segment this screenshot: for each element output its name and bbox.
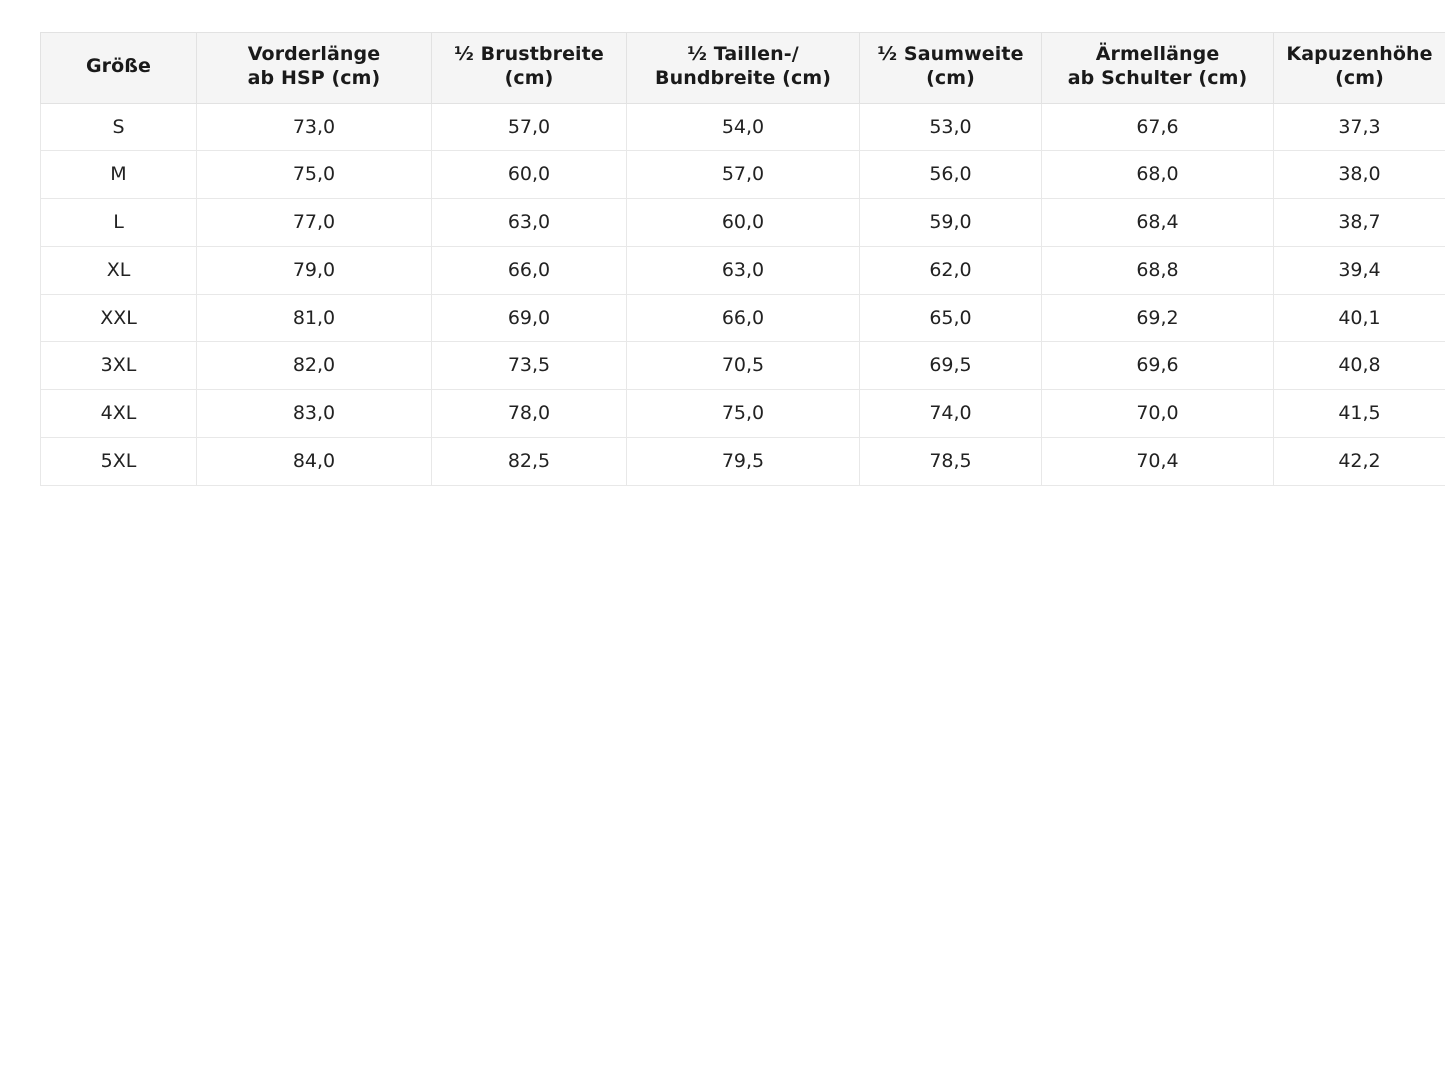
cell-kapuzenhoehe: 38,0 xyxy=(1274,151,1445,199)
cell-aermellaenge: 68,0 xyxy=(1042,151,1274,199)
cell-size: S xyxy=(41,103,197,151)
cell-brustbreite: 78,0 xyxy=(432,390,627,438)
cell-size: L xyxy=(41,199,197,247)
cell-saumweite: 53,0 xyxy=(860,103,1042,151)
table-body xyxy=(41,103,1445,485)
cell-bundbreite: 54,0 xyxy=(627,103,860,151)
cell-aermellaenge: 70,4 xyxy=(1042,438,1274,486)
column-header-line: ½ Saumweite xyxy=(877,43,1024,65)
cell-vorderlaenge: 75,0 xyxy=(197,151,432,199)
size-chart-table xyxy=(40,32,1445,486)
cell-size: 4XL xyxy=(41,390,197,438)
cell-brustbreite: 63,0 xyxy=(432,199,627,247)
table-row xyxy=(41,246,1445,294)
size-chart-container xyxy=(40,32,1445,486)
table-row xyxy=(41,342,1445,390)
cell-brustbreite: 73,5 xyxy=(432,342,627,390)
table-header-row xyxy=(41,33,1445,104)
cell-bundbreite: 66,0 xyxy=(627,294,860,342)
cell-vorderlaenge: 84,0 xyxy=(197,438,432,486)
cell-brustbreite: 69,0 xyxy=(432,294,627,342)
column-header-line: Größe xyxy=(85,54,152,77)
cell-size: XXL xyxy=(41,294,197,342)
cell-size: 3XL xyxy=(41,342,197,390)
cell-kapuzenhoehe: 39,4 xyxy=(1274,246,1445,294)
cell-aermellaenge: 68,8 xyxy=(1042,246,1274,294)
column-header-line: (cm) xyxy=(504,66,554,89)
column-header-line: ½ Brustbreite xyxy=(454,43,604,65)
table-row xyxy=(41,438,1445,486)
column-header-line: (cm) xyxy=(926,66,975,89)
column-header-groesse xyxy=(41,33,197,104)
cell-saumweite: 62,0 xyxy=(860,246,1042,294)
table-row xyxy=(41,199,1445,247)
table-row xyxy=(41,294,1445,342)
cell-vorderlaenge: 83,0 xyxy=(197,390,432,438)
cell-size: 5XL xyxy=(41,438,197,486)
cell-brustbreite: 60,0 xyxy=(432,151,627,199)
column-header-line: ½ Taillen-/ xyxy=(687,43,799,65)
cell-kapuzenhoehe: 41,5 xyxy=(1274,390,1445,438)
cell-saumweite: 56,0 xyxy=(860,151,1042,199)
table-header xyxy=(41,33,1445,104)
table-row xyxy=(41,103,1445,151)
cell-aermellaenge: 67,6 xyxy=(1042,103,1274,151)
cell-saumweite: 69,5 xyxy=(860,342,1042,390)
cell-bundbreite: 79,5 xyxy=(627,438,860,486)
cell-aermellaenge: 70,0 xyxy=(1042,390,1274,438)
cell-kapuzenhoehe: 37,3 xyxy=(1274,103,1445,151)
column-header-line: (cm) xyxy=(1335,66,1384,89)
cell-saumweite: 59,0 xyxy=(860,199,1042,247)
column-header-line: ab HSP (cm) xyxy=(247,66,381,89)
cell-vorderlaenge: 82,0 xyxy=(197,342,432,390)
table-row xyxy=(41,151,1445,199)
cell-kapuzenhoehe: 40,8 xyxy=(1274,342,1445,390)
cell-brustbreite: 66,0 xyxy=(432,246,627,294)
column-header-aermellaenge xyxy=(1042,33,1274,104)
cell-size: XL xyxy=(41,246,197,294)
cell-bundbreite: 70,5 xyxy=(627,342,860,390)
column-header-line: ab Schulter (cm) xyxy=(1067,66,1248,89)
cell-bundbreite: 75,0 xyxy=(627,390,860,438)
table-row xyxy=(41,390,1445,438)
cell-vorderlaenge: 73,0 xyxy=(197,103,432,151)
cell-saumweite: 74,0 xyxy=(860,390,1042,438)
column-header-line: Vorderlänge xyxy=(247,43,381,65)
cell-vorderlaenge: 77,0 xyxy=(197,199,432,247)
column-header-kapuzenhoehe xyxy=(1274,33,1445,104)
cell-saumweite: 78,5 xyxy=(860,438,1042,486)
cell-vorderlaenge: 79,0 xyxy=(197,246,432,294)
cell-aermellaenge: 68,4 xyxy=(1042,199,1274,247)
cell-vorderlaenge: 81,0 xyxy=(197,294,432,342)
cell-bundbreite: 63,0 xyxy=(627,246,860,294)
cell-kapuzenhoehe: 40,1 xyxy=(1274,294,1445,342)
cell-kapuzenhoehe: 42,2 xyxy=(1274,438,1445,486)
column-header-taillen-bundbreite xyxy=(627,33,860,104)
column-header-line: Kapuzenhöhe xyxy=(1286,43,1433,65)
cell-size: M xyxy=(41,151,197,199)
cell-bundbreite: 60,0 xyxy=(627,199,860,247)
cell-brustbreite: 57,0 xyxy=(432,103,627,151)
cell-saumweite: 65,0 xyxy=(860,294,1042,342)
cell-aermellaenge: 69,6 xyxy=(1042,342,1274,390)
cell-aermellaenge: 69,2 xyxy=(1042,294,1274,342)
column-header-brustbreite xyxy=(432,33,627,104)
column-header-line: Bundbreite (cm) xyxy=(654,66,832,89)
cell-brustbreite: 82,5 xyxy=(432,438,627,486)
cell-kapuzenhoehe: 38,7 xyxy=(1274,199,1445,247)
cell-bundbreite: 57,0 xyxy=(627,151,860,199)
column-header-line: Ärmellänge xyxy=(1095,43,1220,65)
column-header-saumweite xyxy=(860,33,1042,104)
column-header-vorderlaenge xyxy=(197,33,432,104)
